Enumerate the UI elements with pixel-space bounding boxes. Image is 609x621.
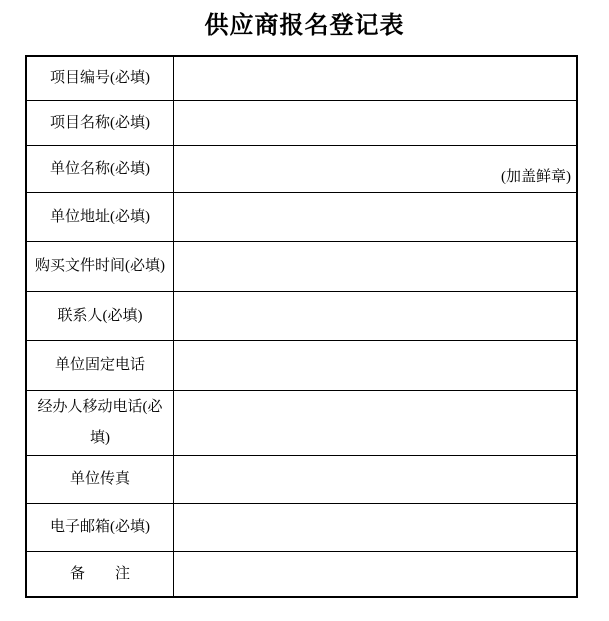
row-value-project-name[interactable] — [174, 101, 576, 146]
row-value-company-address[interactable] — [174, 193, 576, 242]
row-label-company-name: 单位名称(必填) — [27, 146, 174, 193]
row-label-company-address: 单位地址(必填) — [27, 193, 174, 242]
row-value-email[interactable] — [174, 504, 576, 552]
row-label-company-phone: 单位固定电话 — [27, 341, 174, 391]
row-value-contact-person[interactable] — [174, 292, 576, 341]
row-label-project-number: 项目编号(必填) — [27, 57, 174, 101]
row-label-remarks: 备 注 — [27, 552, 174, 596]
row-label-purchase-time: 购买文件时间(必填) — [27, 242, 174, 292]
row-label-agent-mobile: 经办人移动电话(必填) — [27, 391, 174, 456]
row-value-company-phone[interactable] — [174, 341, 576, 391]
row-value-project-number[interactable] — [174, 57, 576, 101]
form-title: 供应商报名登记表 — [204, 13, 405, 39]
row-value-remarks[interactable] — [174, 552, 576, 596]
registration-table — [25, 55, 578, 598]
row-value-purchase-time[interactable] — [174, 242, 576, 292]
row-label-email: 电子邮箱(必填) — [27, 504, 174, 552]
row-label-contact-person: 联系人(必填) — [27, 292, 174, 341]
row-label-company-fax: 单位传真 — [27, 456, 174, 504]
row-value-agent-mobile[interactable] — [174, 391, 576, 456]
row-label-project-name: 项目名称(必填) — [27, 101, 174, 146]
row-value-company-fax[interactable] — [174, 456, 576, 504]
row-value-company-name-stamp-note[interactable]: (加盖鲜章) — [174, 146, 576, 193]
